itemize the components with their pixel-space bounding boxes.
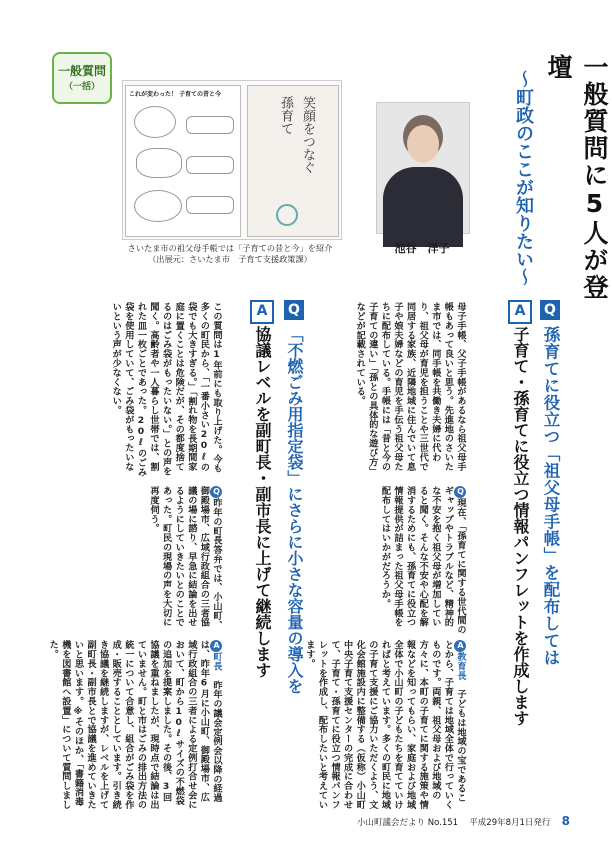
q1-q2-text: 現在、「孫育てに関する世代間のギャップやトラブルなど、精神的な不安を抱く祖父母が増加していると聞く。そんな不安や心配を解消するためにも、孫育てに役立つ情報提供が詰まった祖父母手帳を配布してはいかがだろうか。	[379, 486, 466, 635]
speaker-photo	[376, 102, 470, 234]
q2-question-text: この質問は1年前にも取り上げた。今も多くの町民から、「一番小さい20ℓの袋でも大きすぎる。」「割れ物を長期間家庭に置くことは危険だが、その都度捨てるのはごみ袋がもったいない。」との声を聞く。高齢者や一人暮らし世帯では、割れた皿一枚ごとであった。20ℓのごみ袋を使用していて、ごみ袋がもったいないという声が少なくない。	[110, 302, 222, 477]
q2-question-title: 「不燃ごみ用指定袋」にさらに小さな容量の導入を	[285, 326, 304, 694]
footer	[330, 814, 570, 828]
photo-caption-line2: （出展元：さいたま市 子育て支援政策課）	[148, 254, 312, 264]
q1-answer-speaker: 教育長	[455, 652, 466, 681]
q1-question-text: 母子手帳、父子手帳があるなら祖父母手帳もあって良いと思う。先進地のさいたま市では、同手帳を共働き夫婦に代わり、祖父母が育児を担うことや三世代で同居する家族、近隣地域に住んでいて息子や娘夫婦などの育児を手伝う祖父母たちに配布している。手帳には「昔と今の子育ての違い」「孫との具体的な遊び方」などが記載されている。	[354, 302, 466, 476]
q1-question-title: 孫育てに役立つ「祖父母手帳」を配布しては	[541, 326, 560, 666]
q2-a-text-badge: A	[212, 641, 221, 651]
speaker-name: 池谷 洋子	[394, 242, 450, 255]
q2-q2-badge: Q	[212, 487, 221, 497]
headline-sub: 〜町政のここが知りたい〜	[513, 70, 534, 286]
headline-main: 一般質問に5人が登壇	[544, 54, 609, 301]
booklet-title: 笑顔をつなぐ孫育て	[278, 96, 315, 174]
q2-a-badge: A	[250, 300, 274, 324]
q2-answer-text	[47, 640, 222, 810]
footer-date: 平成29年8月1日発行	[469, 818, 551, 828]
q1-a-text-badge: A	[456, 641, 465, 651]
q2-title-block	[228, 300, 308, 805]
q2-question-text-2	[52, 486, 222, 636]
q1-answer-text	[303, 640, 466, 810]
q1-question-text-2	[318, 486, 466, 636]
footer-page: 8	[561, 814, 570, 828]
q2-answer-speaker: 町長	[211, 652, 222, 671]
section-tag-sub: （一括）	[63, 82, 100, 92]
section-tag	[52, 52, 112, 104]
q1-a-badge: A	[508, 300, 532, 324]
q2-answer-title: 協議レベルを副町長・副市長に上げて継続します	[253, 326, 272, 678]
footer-issue: 小山町議会だより No.151	[357, 818, 459, 828]
booklet-illustration	[122, 80, 342, 240]
q2-q2-text: 昨年の町長答弁では、小山町、御殿場市、広域行政組合の三者協議の場に諮り、早急に結論を出せるようにしていきたいとのことであった。町民の現場の声を大切に再度伺う。	[148, 486, 222, 630]
q1-answer-body: 子どもは地域の宝であることから、子育ては地域全体で行っていくものです。両親、祖父母および地域の方々に、本町の子育てに関する施策や情報などを知ってもらい、家庭および地域全体で小山町の子どもたちを育てていければと考えています。多くの町民に地域の子育て支援にご協力いただくよう、文化会館施設内に整備する（仮称）小山町中央子育て支援センターの完成に合わせて、子育て・孫育てに役立つ情報パンフレットを作成し、配布したいと考えています。	[303, 640, 466, 810]
q1-answer-title: 子育て・孫育てに役立つ情報パンフレットを作成します	[511, 326, 530, 726]
section-tag-title: 一般質問	[57, 64, 106, 78]
booklet-inner-title: これが変わった！ 子育ての昔と今	[129, 91, 222, 98]
q1-q-badge: Q	[540, 300, 560, 320]
q2-q-badge: Q	[284, 300, 304, 320]
photo-caption	[110, 243, 350, 265]
q1-title-block	[468, 300, 560, 805]
q1-q2-badge: Q	[456, 487, 465, 497]
booklet-cover	[247, 85, 339, 237]
booklet-page-inner	[125, 85, 241, 237]
q2-answer-body: 昨年の議会定例会以降の経過は、昨年6月に小山町、御殿場市、広域行政組合の三者による定例打合せ会において、町から10ℓサイズの不燃袋の追加を提案しました。その後、3回協議を重ねましたが、現時点で結論は出ていません。町と市はごみの排出方法の統一について合意し、組合がごみ袋を作成・販売することとしています。引き続き協議を継続しますが、レベルを上げて副町長・副市長とで協議を進めていきたいと思います。※そのほか、「書籍消毒機を図書館へ設置」について質問しました。	[47, 640, 222, 810]
photo-caption-line1: さいたま市の祖父母手帳では「子育ての昔と今」を紹介	[127, 243, 333, 253]
